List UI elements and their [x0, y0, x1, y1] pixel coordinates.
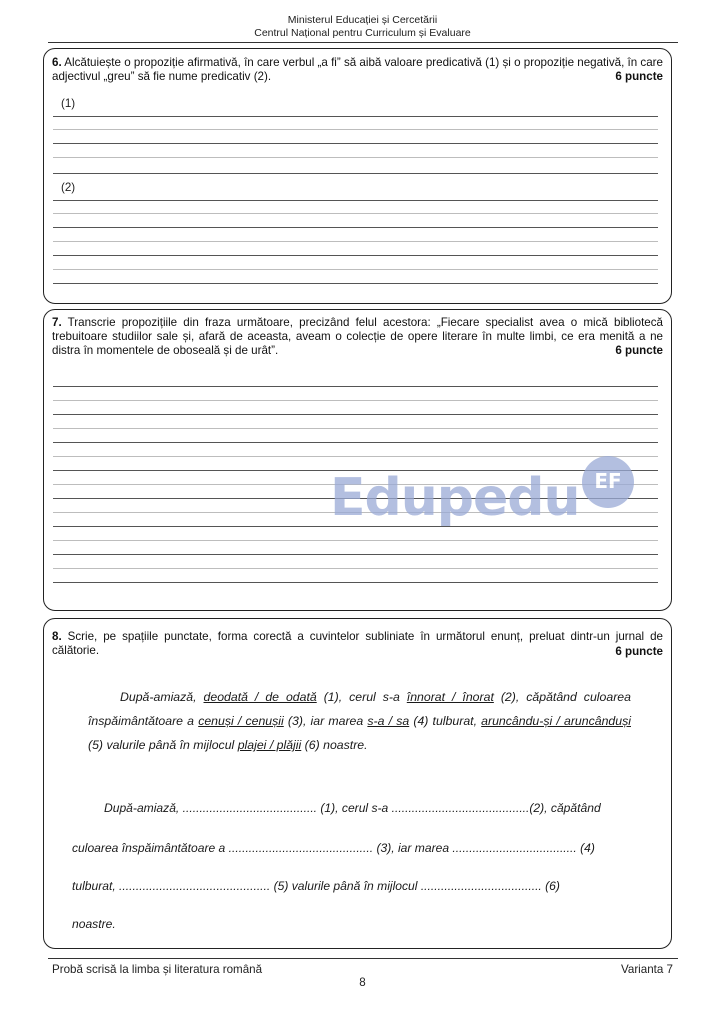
footer-variant: Varianta 7	[621, 963, 673, 976]
answer-line[interactable]	[53, 227, 658, 228]
answer-line[interactable]	[53, 568, 658, 569]
answer-label-2: (2)	[61, 181, 76, 194]
fill-line-2[interactable]: culoarea înspăimântătoare a ........................................... (3), iar marea ..................................... (4)	[72, 841, 595, 855]
question-8-number: 8.	[52, 630, 62, 643]
underlined-word-3: cenuși / cenușii	[198, 714, 284, 728]
underlined-word-1: deodată / de odată	[203, 690, 317, 704]
answer-line[interactable]	[53, 400, 658, 401]
sentence-text: (4) tulburat,	[409, 714, 482, 728]
answer-line[interactable]	[53, 428, 658, 429]
answer-line[interactable]	[53, 512, 658, 513]
underlined-word-2: înnorat / înorat	[406, 690, 494, 704]
sentence-text: (2), căpătând culoarea înspăimântătoare a	[88, 690, 631, 728]
page-header	[0, 14, 725, 40]
answer-line[interactable]	[53, 442, 658, 443]
header-ministry: Ministerul Educației și Cercetării	[287, 14, 438, 26]
sentence-text: (5) valurile până în mijlocul	[88, 738, 238, 752]
answer-line[interactable]	[53, 157, 658, 158]
question-7-number: 7.	[52, 316, 62, 329]
answer-line[interactable]	[53, 470, 658, 471]
sentence-text: (3), iar marea	[283, 714, 368, 728]
answer-line[interactable]	[53, 554, 658, 555]
answer-line[interactable]	[53, 213, 658, 214]
question-6-prompt: Alcătuiește o propoziție afirmativă, în care verbul „a fi” să aibă valoare predicativă (1) și o propoziție negativă, în care adjectivul „greu” să fie nume predicativ (2).	[52, 56, 663, 83]
question-7-box	[43, 309, 672, 611]
question-6-text	[52, 56, 663, 84]
answer-line[interactable]	[53, 173, 658, 174]
header-divider	[48, 42, 678, 43]
sentence-text: (1), cerul s-a	[316, 690, 407, 704]
answer-line[interactable]	[53, 386, 658, 387]
answer-line[interactable]	[53, 414, 658, 415]
fill-line-1[interactable]: După-amiază, ........................................ (1), cerul s-a .........................................(2), căpătând	[104, 801, 601, 815]
answer-label-1: (1)	[61, 97, 76, 110]
watermark-text: Edupedu	[330, 468, 580, 528]
header-center: Centrul Național pentru Curriculum și Evaluare	[254, 27, 471, 39]
footer-exam-title: Probă scrisă la limba și literatura română	[52, 963, 263, 976]
fill-line-3[interactable]: tulburat, ............................................. (5) valurile până în mijlocul .................................... (6)	[72, 879, 560, 893]
fill-line-4: noastre.	[72, 917, 116, 931]
question-7-text	[52, 316, 663, 358]
answer-line[interactable]	[53, 484, 658, 485]
answer-line[interactable]	[53, 526, 658, 527]
question-6-box	[43, 48, 672, 304]
question-8-sentence	[88, 685, 631, 757]
sentence-text: După-amiază,	[120, 690, 204, 704]
underlined-word-5: aruncându-și / aruncânduși	[481, 714, 631, 728]
question-6-number: 6.	[52, 56, 62, 69]
answer-line[interactable]	[53, 540, 658, 541]
watermark-logo-text: EF	[594, 469, 622, 493]
question-7-points: 6 puncte	[615, 344, 663, 357]
answer-line[interactable]	[53, 269, 658, 270]
underlined-word-4: s-a / sa	[367, 714, 410, 728]
answer-line[interactable]	[53, 129, 658, 130]
page-number: 8	[359, 976, 366, 989]
question-8-points: 6 puncte	[615, 645, 663, 658]
question-8-box	[43, 618, 672, 949]
answer-line[interactable]	[53, 255, 658, 256]
answer-line[interactable]	[53, 582, 658, 583]
answer-line[interactable]	[53, 456, 658, 457]
question-6-points: 6 puncte	[615, 70, 663, 83]
footer-divider	[48, 958, 678, 959]
answer-line[interactable]	[53, 241, 658, 242]
question-7-prompt: Transcrie propozițiile din fraza următoare, precizând felul acestora: „Fiecare specialist avea o mică bibliotecă trebuitoare studiilor sale și, afară de aceasta, aveam o colecție de opere literare în multe limbi, ce era menită a ne distra în momentele de oboseală și de urât”.	[52, 316, 663, 357]
answer-line[interactable]	[53, 200, 658, 201]
answer-line[interactable]	[53, 143, 658, 144]
answer-line[interactable]	[53, 498, 658, 499]
underlined-word-6: plajei / plăjii	[237, 738, 302, 752]
answer-line[interactable]	[53, 116, 658, 117]
answer-line[interactable]	[53, 283, 658, 284]
sentence-text: (6) noastre.	[301, 738, 368, 752]
question-8-text	[52, 630, 663, 658]
question-8-prompt: Scrie, pe spațiile punctate, forma corectă a cuvintelor subliniate în următorul enunț, preluat dintr-un jurnal de călătorie.	[52, 630, 663, 657]
